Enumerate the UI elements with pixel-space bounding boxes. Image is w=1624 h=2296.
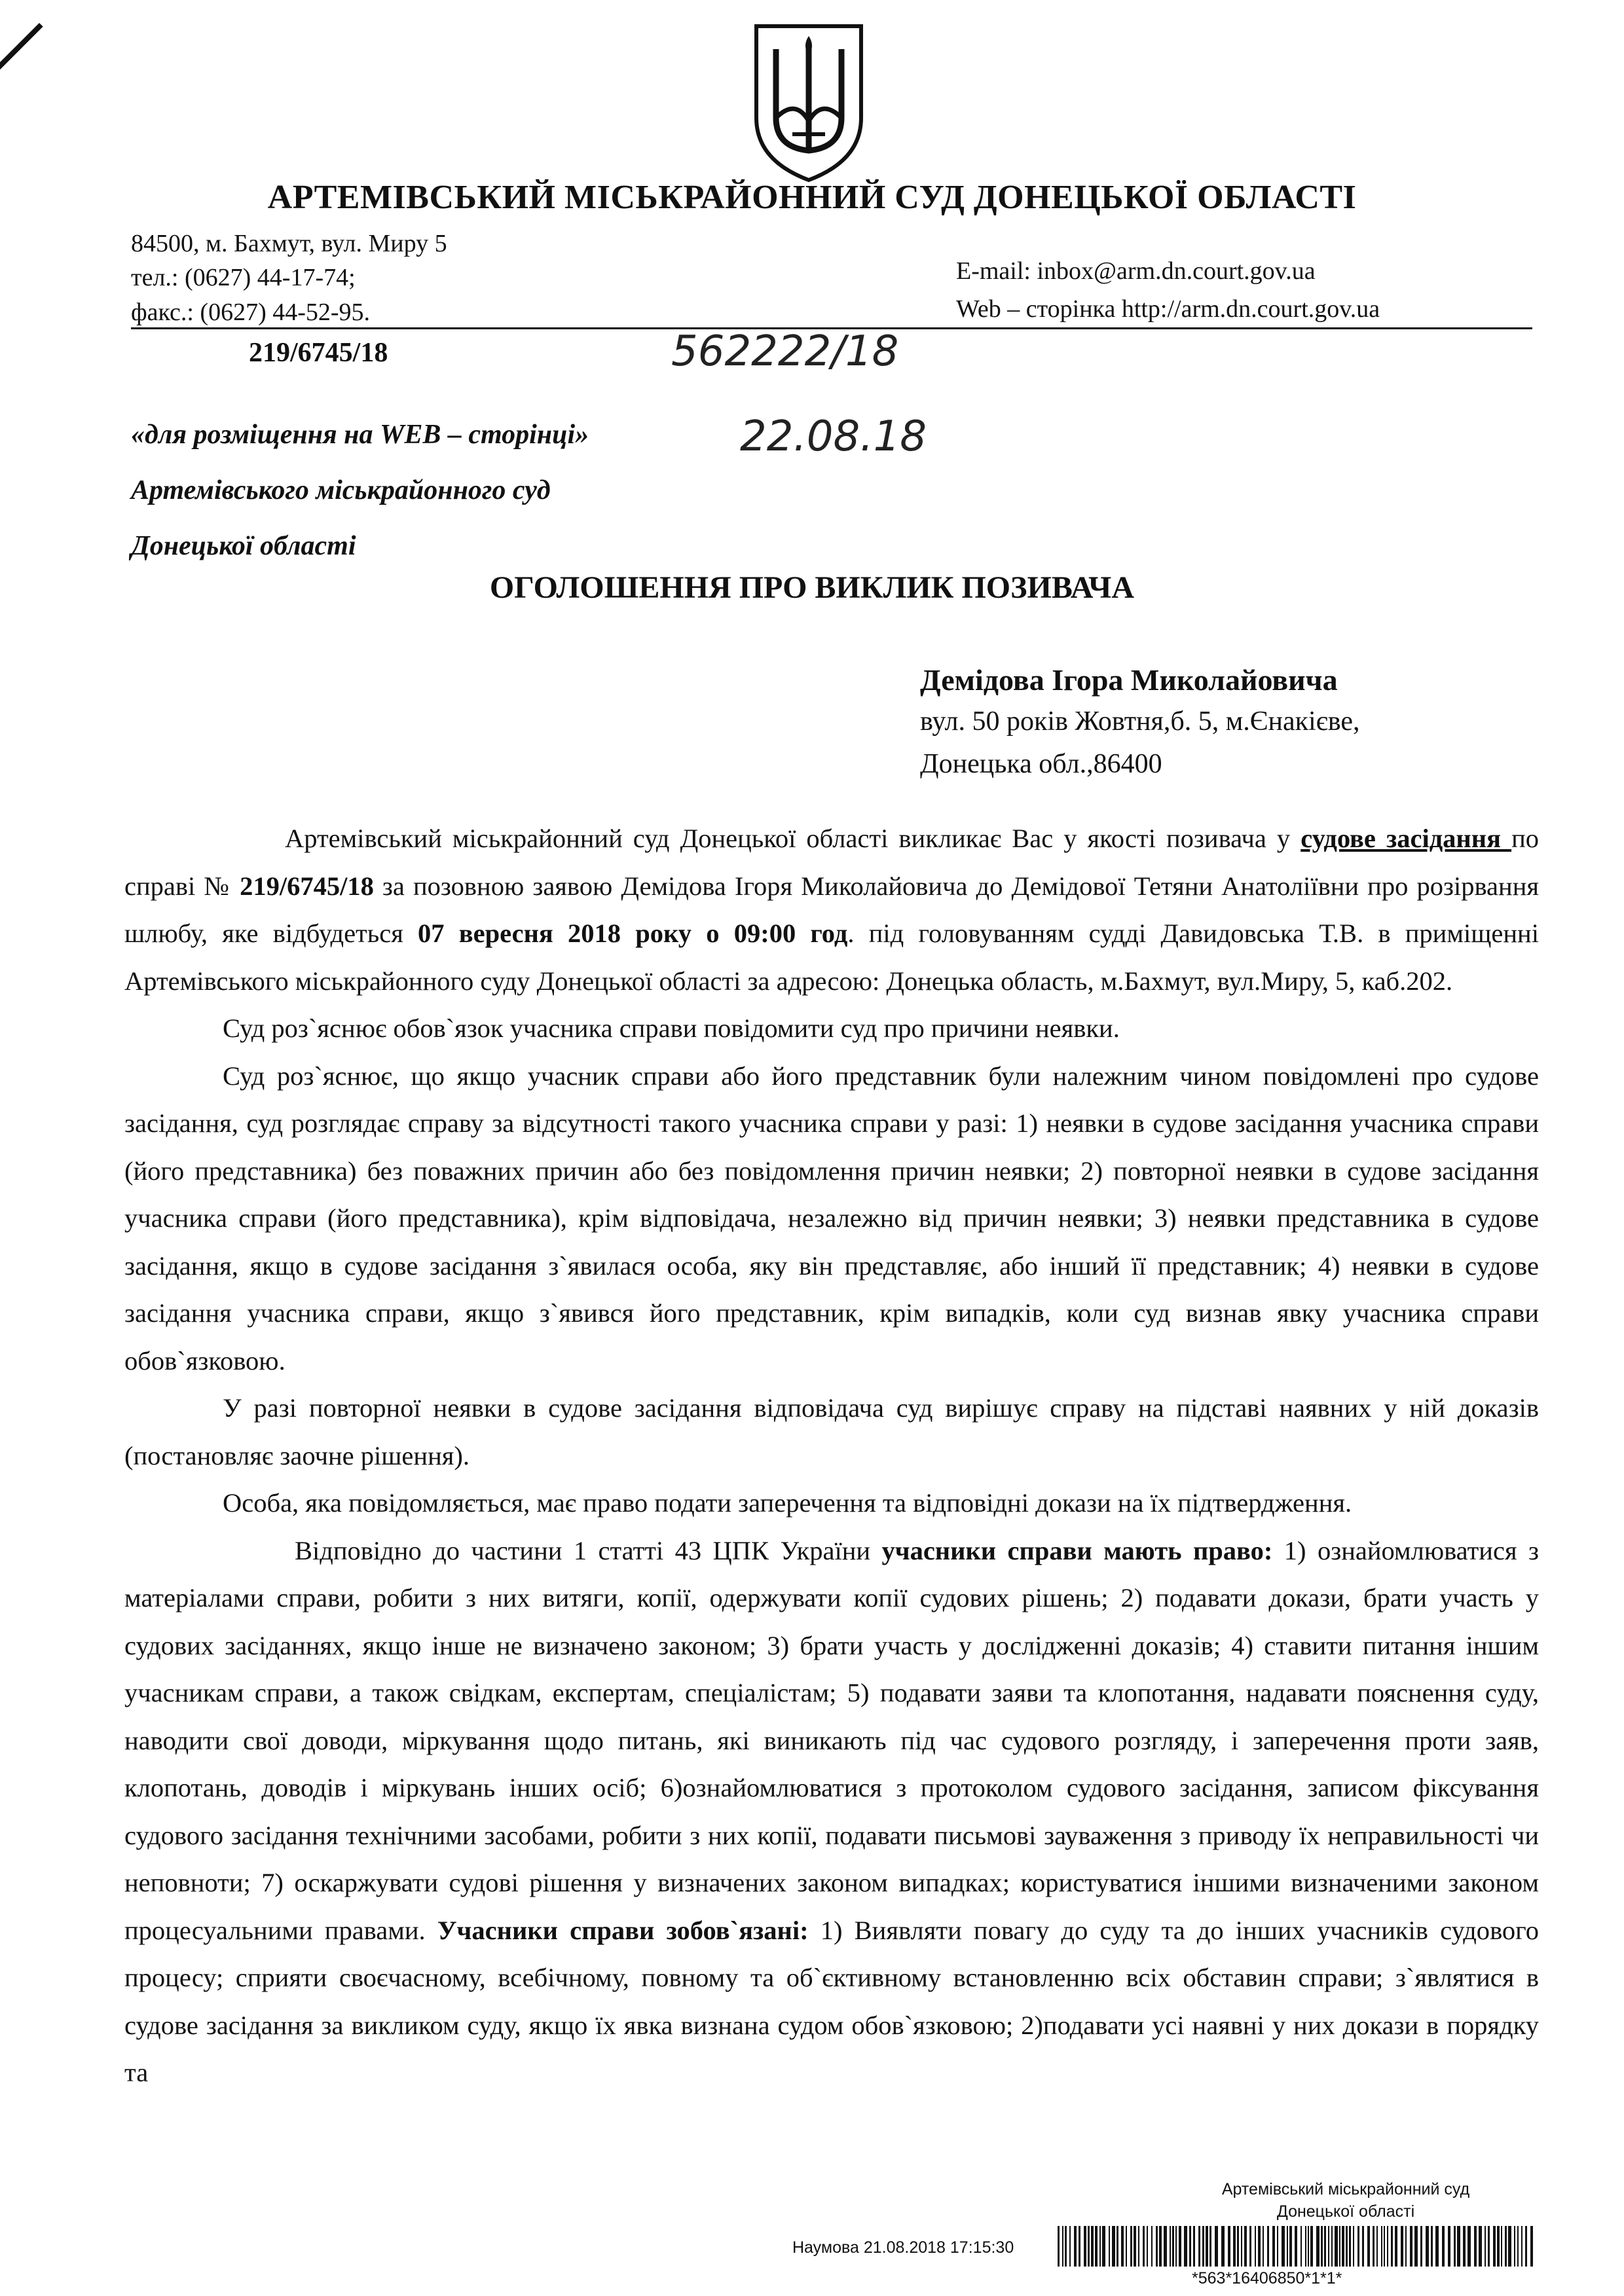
barcode-bar [1069, 2226, 1071, 2267]
barcode-bar [1521, 2226, 1522, 2267]
barcode-bar [1474, 2226, 1477, 2267]
website-url[interactable]: http://arm.dn.court.gov.ua [1121, 295, 1380, 323]
barcode-bar [1184, 2226, 1187, 2267]
barcode-bar [1179, 2226, 1181, 2267]
barcode-bar [1335, 2226, 1338, 2267]
barcode-bar [1074, 2226, 1077, 2267]
barcode-bar [1249, 2226, 1251, 2267]
barcode-bar [1263, 2226, 1264, 2267]
court-address: 84500, м. Бахмут, вул. Миру 5 [131, 230, 447, 257]
barcode-bar [1387, 2226, 1388, 2267]
paragraph-summons: Артемівський міськрайонний суд Донецької області викликає Вас у якості позивача у судове засідання по справі № 219/6745/18 за позовною заявою Демідова Ігоря Миколайовича до Демідової Тетяни Анатоліївни про розірвання шлюбу, яке відбудеться 07 вересня 2018 року о 09:00 год. під головуванням судді Давидовська Т.В. в приміщенні Артемівського міськрайонного суду Донецької області за адресою: Донецька область, м.Бахмут, вул.Миру, 5, каб.202. [124, 824, 1539, 996]
barcode-bar [1505, 2226, 1507, 2267]
court-website[interactable] [956, 295, 1380, 323]
barcode-bar [1381, 2226, 1382, 2267]
barcode-bar [1426, 2226, 1429, 2267]
barcode-bar [1237, 2226, 1239, 2267]
barcode-bar [1342, 2226, 1344, 2267]
barcode-bar [1457, 2226, 1460, 2267]
barcode-bar [1501, 2226, 1502, 2267]
barcode-bar [1088, 2226, 1090, 2267]
operator-signature: Наумова 21.08.2018 17:15:30 [792, 2238, 1014, 2257]
barcode-bar [1116, 2226, 1118, 2267]
barcode-bar [1282, 2226, 1285, 2267]
barcode-bar [1209, 2226, 1211, 2267]
stamp-line-2: Донецької області [1276, 2202, 1415, 2221]
barcode-bar [1362, 2226, 1364, 2267]
paragraph-absence-rules: Суд роз`яснює, що якщо учасник справи або його представник були належним чином повідомлені про судове засідання, суд розглядає справу за відсутності такого учасника справи у разі: 1) неявки в судове засідання учасника справи (його представника) без поважних причин або без повідомлення причин неявки; 2) повторної неявки в судове засідання учасника справи (його представника), крім відповідача, незалежно від причин неявки; 3) неявки представника в судове засідання, якщо в судове засідання з`явилася особа, яку він представляє, або інший її представник; 4) неявки в судове засідання учасника справи, якщо з`явився його представник, крім випадків, коли суд визнав явку учасника справи обов`язковою. [124, 1061, 1539, 1376]
barcode-bar [1159, 2226, 1162, 2267]
barcode-bar [1530, 2226, 1533, 2267]
barcode-bar [1202, 2226, 1204, 2267]
barcode-bar [1321, 2226, 1323, 2267]
destination-line-2: Артемівського міськрайонного суд [131, 475, 551, 505]
court-phone: тел.: (0627) 44-17-74; [131, 264, 356, 291]
barcode-bar [1414, 2226, 1418, 2267]
barcode-bar [1384, 2226, 1385, 2267]
barcode-bar [1310, 2226, 1313, 2267]
barcode-bar [1410, 2226, 1412, 2267]
paragraph-objection-right: Особа, яка повідомляється, має право подати заперечення та відповідні докази на їх підтвердження. [223, 1488, 1352, 1518]
barcode-bar [1367, 2226, 1370, 2267]
handwritten-date: 22.08.18 [740, 412, 927, 461]
barcode-bar [1431, 2226, 1433, 2267]
barcode-bar [1339, 2226, 1340, 2267]
website-label: Web – сторінка [956, 295, 1116, 323]
barcode-number: *563*16406850*1*1* [1192, 2269, 1342, 2287]
barcode-bar [1267, 2226, 1269, 2267]
barcode-bar [1134, 2226, 1136, 2267]
barcode-bar [1517, 2226, 1519, 2267]
barcode-bar [1391, 2226, 1393, 2267]
barcode-bar [1305, 2226, 1306, 2267]
rights-heading: учасники справи мають право: [881, 1535, 1273, 1565]
barcode-bar [1435, 2226, 1439, 2267]
barcode-bar [1255, 2226, 1256, 2267]
notice-body [124, 815, 1539, 2097]
paragraph-repeated-absence: У разі повторної неявки в судове засідання відповідача суд вирішує справу на підставі наявних у ній доказів (постановляє заочне рішення). [124, 1393, 1539, 1470]
barcode-bar [1514, 2226, 1515, 2267]
barcode-bar [1058, 2226, 1060, 2267]
barcode-bar [1095, 2226, 1098, 2267]
barcode-bar [1405, 2226, 1407, 2267]
barcode-bar [1189, 2226, 1191, 2267]
barcode-bar [1331, 2226, 1333, 2267]
barcode-bar [1467, 2226, 1471, 2267]
destination-line-1: «для розміщення на WEB – сторінці» [131, 420, 589, 450]
barcode-bar [1508, 2226, 1511, 2267]
barcode-bar [1395, 2226, 1397, 2267]
barcode-bar [1065, 2226, 1067, 2267]
barcode-bar [1193, 2226, 1195, 2267]
paragraph-duty-notify: Суд роз`яснює обов`язок учасника справи повідомити суд про причини неявки. [223, 1013, 1120, 1043]
barcode-bar [1373, 2226, 1375, 2267]
addressee-region: Донецька обл.,86400 [920, 749, 1162, 779]
court-session-term: судове засідання [1301, 824, 1512, 853]
barcode-bar [1525, 2226, 1527, 2267]
barcode-bar [1112, 2226, 1115, 2267]
corner-slash-mark [0, 23, 43, 92]
paragraph-rights-duties: Відповідно до частини 1 статті 43 ЦПК України учасники справи мають право: 1) ознайомлюватися з матеріалами справи, робити з них витяги, копії, одержувати копії судових рішень; 2) подавати докази, брати участь у судових засіданнях, якщо інше не визначено законом; 3) брати участь у дослідженні доказів; 4) ставити питання іншим учасникам справи, а також свідкам, експертам, спеціалістам; 5) подавати заяви та клопотання, надавати пояснення суду, наводити свої доводи, міркування щодо питань, які виникають під час судового розгляду, і заперечення проти заяв, клопотань, доводів і міркувань інших осіб; 6)ознайомлюватися з протоколом судового засідання, записом фіксування судового засідання технічними засобами, робити з них копії, подавати письмові зауваження з приводу їх неправильності чи неповноти; 7) оскаржувати судові рішення у визначених законом випадках; користуватися іншими визначеними законом процесуальними правами. Учасники справи зобов`язані: 1) Виявляти повагу до суду та до інших учасників судового процесу; сприяти своєчасному, всебічному, повному та об`єктивному встановленню всіх обставин справи; з`являтися в судове засідання за викликом суду, якщо їх явка визнана судом обов`язковою; 2)подавати усі наявні у них докази в порядку та [124, 1535, 1540, 2087]
barcode-bar [1221, 2226, 1225, 2267]
barcode-bar [1272, 2226, 1275, 2267]
barcode-bar [1062, 2226, 1063, 2267]
hearing-datetime: 07 вересня 2018 року о 09:00 год [418, 919, 848, 948]
barcode-bar [1289, 2226, 1292, 2267]
barcode-bar [1138, 2226, 1139, 2267]
barcode-bar [1143, 2226, 1145, 2267]
barcode-bar [1277, 2226, 1278, 2267]
barcode-bar [1308, 2226, 1309, 2267]
barcode-bar [1316, 2226, 1320, 2267]
barcode-bar [1172, 2226, 1174, 2267]
barcode-bar [1206, 2226, 1208, 2267]
barcode-bar [1488, 2226, 1490, 2267]
coat-of-arms-trident-icon [747, 20, 871, 183]
barcode-bar [1151, 2226, 1153, 2267]
addressee-street: вул. 50 років Жовтня,б. 5, м.Єнакієве, [920, 706, 1360, 737]
case-number-inline: 219/6745/18 [240, 871, 374, 901]
barcode-bar [1349, 2226, 1351, 2267]
barcode-bar [1228, 2226, 1230, 2267]
handwritten-registration-number: 562222/18 [671, 327, 899, 376]
barcode-bar [1099, 2226, 1101, 2267]
barcode-bar [1130, 2226, 1132, 2267]
barcode-bar [1244, 2226, 1247, 2267]
duties-heading: Учасники справи зобов`язані: [437, 1915, 809, 1945]
barcode-bar [1198, 2226, 1200, 2267]
barcode-bar [1485, 2226, 1486, 2267]
court-name-heading: АРТЕМІВСЬКИЙ МІСЬКРАЙОННИЙ СУД ДОНЕЦЬКОЇ ОБЛАСТІ [267, 179, 1357, 216]
destination-line-3: Донецької області [131, 531, 356, 561]
court-stamp [1156, 2178, 1536, 2223]
barcode-bar [1479, 2226, 1482, 2267]
barcode-bar [1401, 2226, 1403, 2267]
barcode-bar [1324, 2226, 1326, 2267]
addressee-name: Демідова Ігора Миколайовича [920, 663, 1338, 697]
barcode-bar [1295, 2226, 1297, 2267]
barcode-bar [1346, 2226, 1348, 2267]
barcode-bar [1448, 2226, 1450, 2267]
barcode-bar [1258, 2226, 1261, 2267]
court-fax: факс.: (0627) 44-52-95. [131, 299, 371, 326]
barcode-bar [1301, 2226, 1302, 2267]
barcode-bar [1241, 2226, 1242, 2267]
barcode-bar [1454, 2226, 1456, 2267]
barcode-bar [1442, 2226, 1445, 2267]
barcode-bar [1287, 2226, 1288, 2267]
barcode-bar [1215, 2226, 1218, 2267]
barcode-bar [1233, 2226, 1236, 2267]
barcode-bar [1084, 2226, 1086, 2267]
case-number: 219/6745/18 [249, 338, 388, 368]
barcode-bar [1126, 2226, 1127, 2267]
barcode-bar [1357, 2226, 1359, 2267]
barcode-bar [1091, 2226, 1094, 2267]
document-title: ОГОЛОШЕННЯ ПРО ВИКЛИК ПОЗИВАЧА [489, 570, 1135, 605]
barcode-bar [1156, 2226, 1158, 2267]
barcode-bar [1376, 2226, 1378, 2267]
barcode-bar [1463, 2226, 1466, 2267]
barcode-bar [1493, 2226, 1496, 2267]
barcode-bar [1170, 2226, 1171, 2267]
barcode-bar [1147, 2226, 1148, 2267]
stamp-line-1: Артемівський міськрайонний суд [1221, 2180, 1470, 2198]
barcode-bar [1121, 2226, 1124, 2267]
barcode-bar [1109, 2226, 1110, 2267]
barcode-bar [1420, 2226, 1422, 2267]
court-email[interactable]: E-mail: inbox@arm.dn.court.gov.ua [956, 257, 1316, 285]
barcode-bar [1164, 2226, 1167, 2267]
barcode-bar [1079, 2226, 1080, 2267]
barcode-image [1058, 2226, 1536, 2267]
barcode-bar [1497, 2226, 1500, 2267]
barcode-bar [1102, 2226, 1105, 2267]
barcode-bar [1175, 2226, 1177, 2267]
barcode-bar [1328, 2226, 1329, 2267]
barcode-bar [1353, 2226, 1354, 2267]
